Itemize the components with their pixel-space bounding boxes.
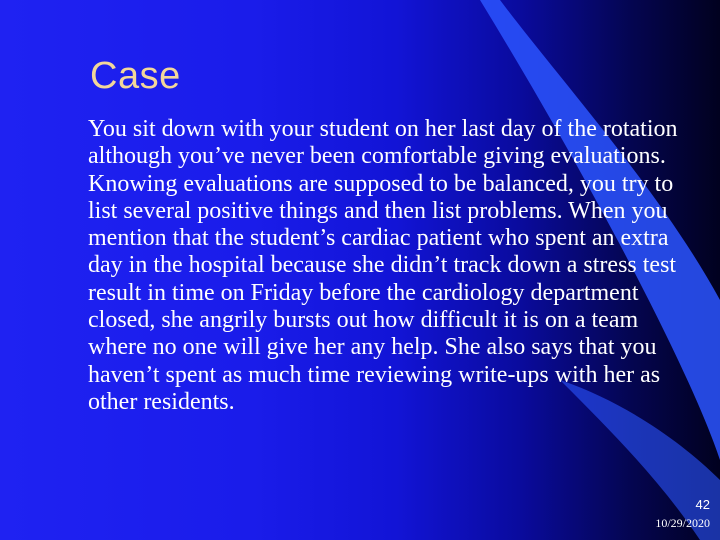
slide-body-text: You sit down with your student on her last day of the rotation although you’ve never been comfortable giving evaluations. Knowing evaluations are supposed to be balanced, you try to list several positive things and then list problems. When you mention that the student’s cardiac patient who spent an extra day in the hospital because she didn’t track down a stress test result in time on Friday before the cardiology department closed, she angrily bursts out how difficult it is on a team where no one will give her any help. She also says that you haven’t spent as much time reviewing write-ups with her as other residents.	[88, 116, 678, 415]
slide-date: 10/29/2020	[655, 516, 710, 530]
slide-title: Case	[90, 55, 181, 97]
slide-number: 42	[695, 497, 710, 512]
